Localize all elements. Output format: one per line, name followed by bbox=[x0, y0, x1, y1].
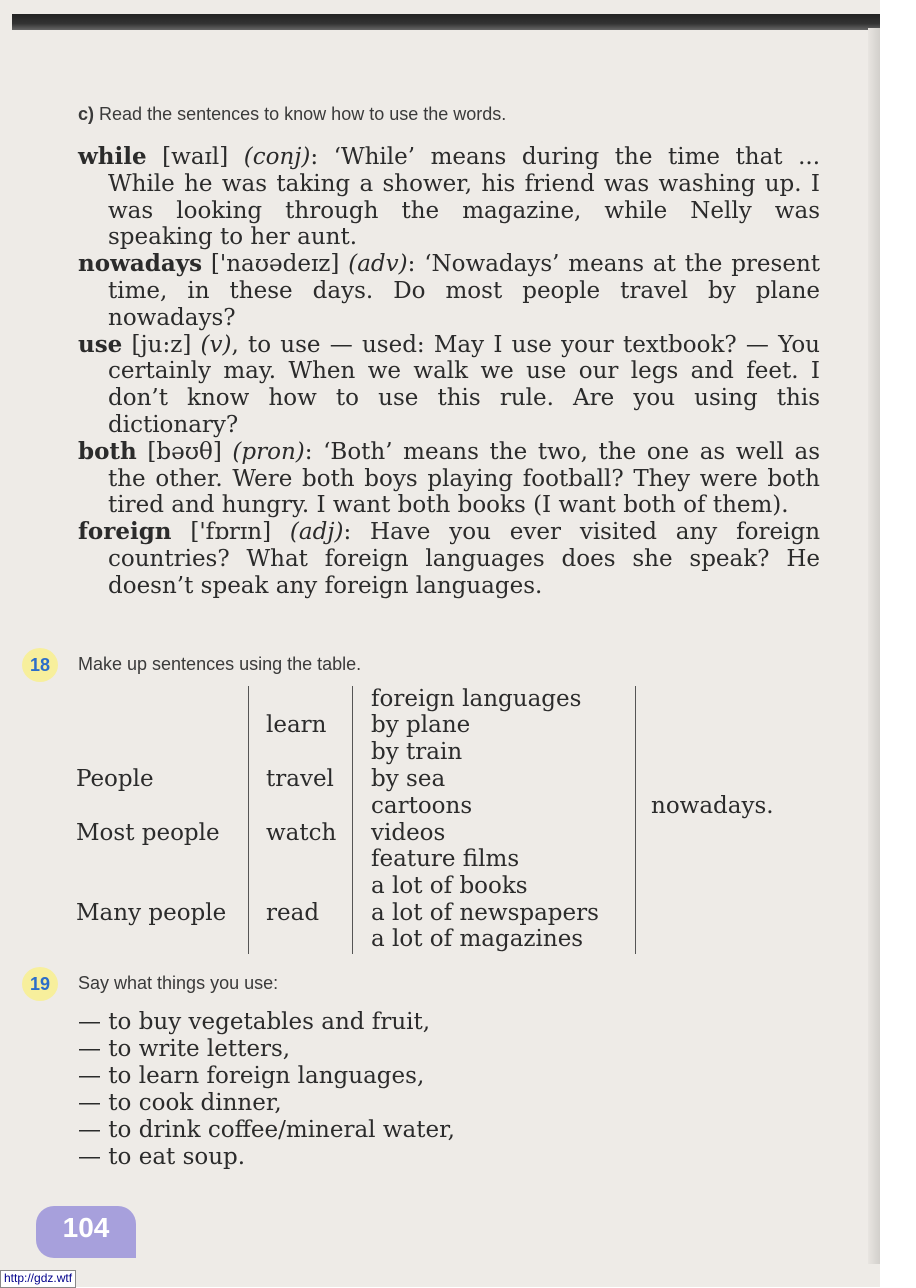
table-ending: nowadays. bbox=[651, 793, 774, 819]
list-item: — to drink coffee/mineral water, bbox=[78, 1117, 455, 1143]
part-of-speech: (conj) bbox=[243, 144, 311, 170]
table-verb: learn bbox=[266, 712, 327, 738]
part-of-speech: (v) bbox=[200, 331, 232, 358]
exercise-19-list bbox=[78, 1009, 455, 1171]
page-gutter-shadow bbox=[868, 28, 880, 1264]
list-item: — to buy vegetables and fruit, bbox=[78, 1009, 431, 1035]
vocabulary-entries bbox=[78, 144, 820, 600]
list-item: — to learn foreign languages, bbox=[78, 1063, 425, 1089]
vocab-entry-both bbox=[78, 439, 820, 519]
vocab-entry-foreign bbox=[78, 519, 820, 599]
part-of-speech: (adv) bbox=[348, 251, 408, 278]
table-verb: watch bbox=[266, 820, 337, 846]
transcription: [waɪl] bbox=[162, 144, 229, 170]
task-c-letter: c) bbox=[78, 104, 95, 124]
scan-margin bbox=[880, 0, 916, 1287]
table-verb: travel bbox=[266, 766, 334, 792]
table-object: videos bbox=[371, 820, 446, 846]
exercise-18-badge: 18 bbox=[22, 648, 58, 682]
table-verb: read bbox=[266, 900, 320, 926]
task-c-heading bbox=[78, 104, 506, 125]
vocab-entry-use bbox=[78, 332, 820, 439]
scan-top-edge bbox=[12, 14, 880, 30]
page-number: 104 bbox=[36, 1206, 136, 1258]
transcription: [bəʊθ] bbox=[147, 438, 222, 465]
table-object: by plane bbox=[371, 712, 471, 738]
table-object: by train bbox=[371, 739, 463, 765]
entry-text: : Have you ever visited any foreign countries? What foreign languages does she speak? He doesn’t speak any foreign languages. bbox=[108, 519, 821, 599]
vocab-entry-while bbox=[78, 144, 820, 251]
table-divider bbox=[352, 686, 353, 954]
table-object: feature films bbox=[371, 846, 520, 872]
table-subject: Most people bbox=[76, 820, 220, 846]
transcription: [ju:z] bbox=[131, 331, 192, 358]
part-of-speech: (pron) bbox=[232, 438, 305, 465]
part-of-speech: (adj) bbox=[289, 519, 344, 546]
task-c-instruction: Read the sentences to know how to use the words. bbox=[99, 104, 507, 124]
transcription: ['naʊədeɪz] bbox=[210, 251, 340, 278]
headword: while bbox=[78, 143, 147, 170]
table-object: a lot of magazines bbox=[371, 926, 584, 952]
transcription: ['fɒrɪn] bbox=[190, 519, 272, 546]
table-divider bbox=[248, 686, 249, 954]
headword: use bbox=[78, 330, 123, 358]
exercise-19-badge: 19 bbox=[22, 967, 58, 1001]
list-item: — to cook dinner, bbox=[78, 1090, 282, 1116]
entry-text: : ‘Both’ means the two, the one as well as the other. Were both boys playing football? They were both tired and hungry. I want both books (I want both of them). bbox=[108, 438, 820, 519]
table-subject: People bbox=[76, 766, 154, 792]
entry-text: : ‘While’ means during the time that ... While he was taking a shower, his friend was washing up. I was looking through the magazine, while Nelly was speaking to her aunt. bbox=[108, 144, 821, 251]
table-object: a lot of newspapers bbox=[371, 900, 599, 926]
table-object: a lot of books bbox=[371, 873, 528, 899]
list-item: — to eat soup. bbox=[78, 1144, 246, 1170]
table-divider bbox=[635, 686, 636, 954]
headword: both bbox=[78, 437, 137, 465]
table-object: by sea bbox=[371, 766, 446, 792]
exercise-18-instruction: Make up sentences using the table. bbox=[78, 654, 362, 674]
headword: foreign bbox=[78, 518, 172, 546]
table-object: foreign languages bbox=[371, 686, 582, 712]
entry-text: : ‘Nowadays’ means at the present time, in these days. Do most people travel by plane nowadays? bbox=[108, 251, 820, 331]
watermark-link[interactable]: http://gdz.wtf bbox=[0, 1270, 76, 1288]
table-subject: Many people bbox=[76, 900, 227, 926]
headword: nowadays bbox=[78, 250, 203, 278]
list-item: — to write letters, bbox=[78, 1036, 291, 1062]
exercise-19-instruction: Say what things you use: bbox=[78, 973, 279, 993]
table-object: cartoons bbox=[371, 793, 473, 819]
entry-text: , to use — used: May I use your textbook? — You certainly may. When we walk we use our legs and feet. I don’t know how to use this rule. Are you using this dictionary? bbox=[108, 331, 820, 438]
vocab-entry-nowadays bbox=[78, 251, 820, 331]
substitution-table bbox=[76, 686, 796, 954]
